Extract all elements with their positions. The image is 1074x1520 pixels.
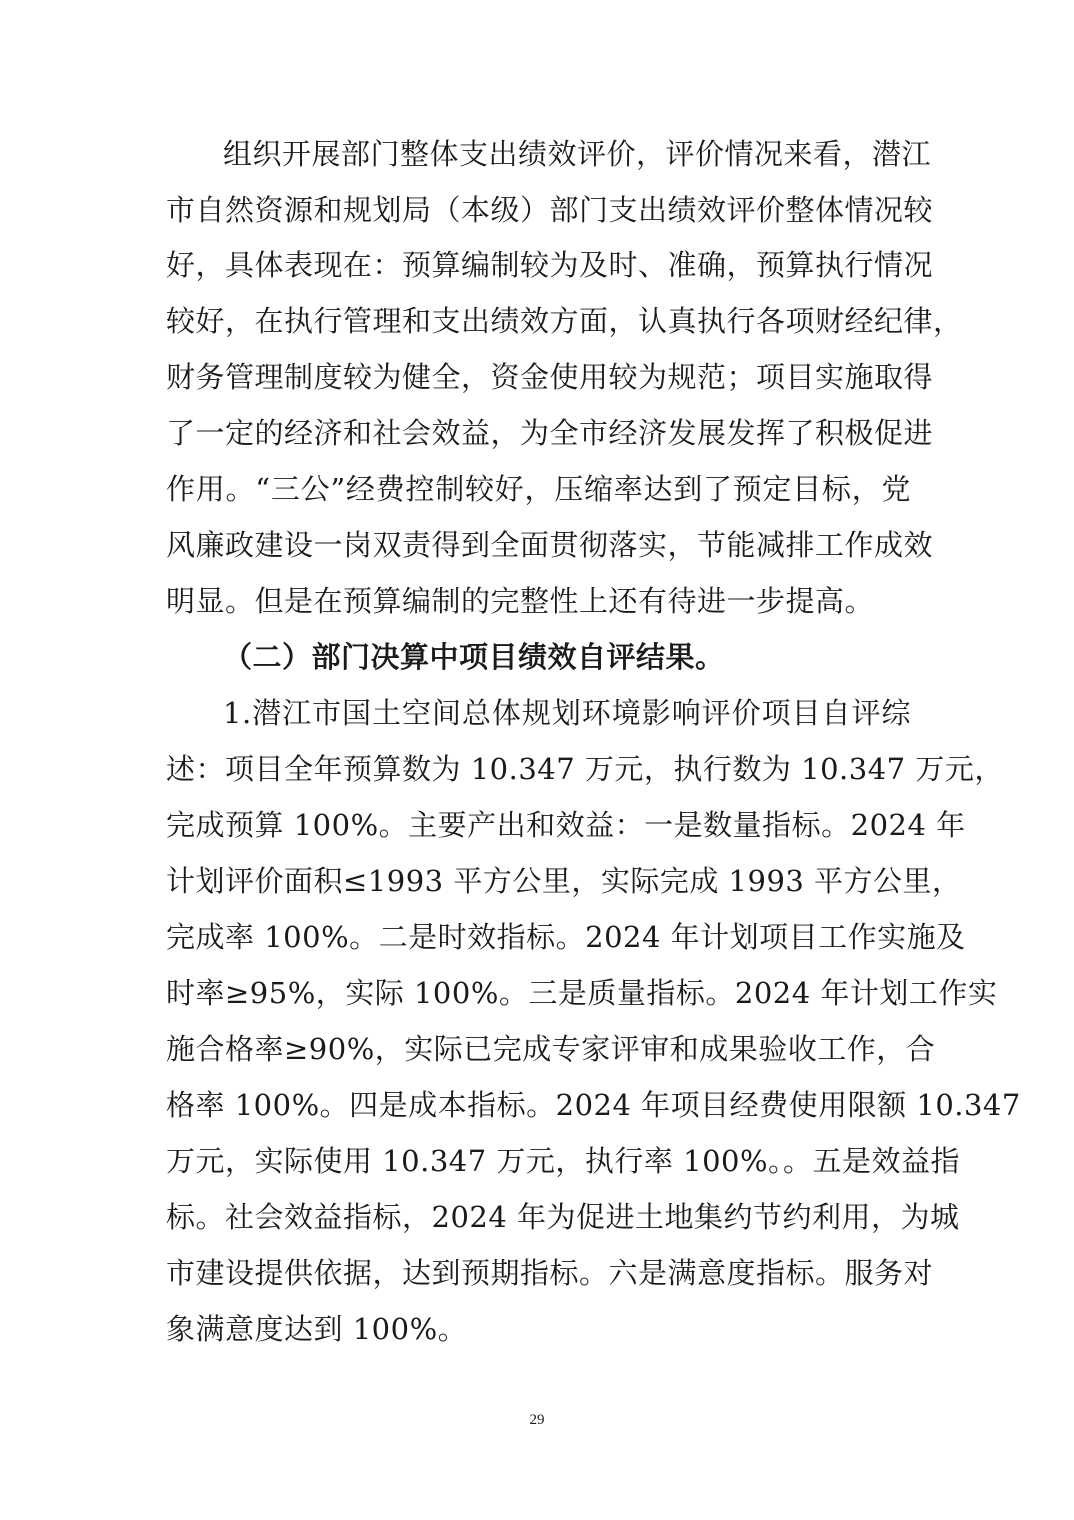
paragraph-line: 计划评价面积≤1993 平方公里，实际完成 1993 平方公里， [166, 864, 962, 898]
paragraph-line: 象满意度达到 100%。 [166, 1312, 468, 1346]
paragraph-line: 格率 100%。四是成本指标。2024 年项目经费使用限额 10.347 [166, 1088, 1021, 1122]
paragraph-line: 施合格率≥90%，实际已完成专家评审和成果验收工作，合 [166, 1032, 936, 1066]
paragraph-line: 好，具体表现在：预算编制较为及时、准确，预算执行情况 [166, 248, 934, 282]
paragraph-line: 标。社会效益指标，2024 年为促进土地集约节约利用，为城 [166, 1200, 960, 1234]
paragraph-line: 了一定的经济和社会效益，为全市经济发展发挥了积极促进 [166, 416, 934, 450]
paragraph-line: 风廉政建设一岗双责得到全面贯彻落实，节能减排工作成效 [166, 528, 934, 562]
paragraph-line: 组织开展部门整体支出绩效评价，评价情况来看，潜江 [223, 137, 932, 171]
paragraph-line: 市自然资源和规划局（本级）部门支出绩效评价整体情况较 [166, 193, 934, 227]
paragraph-line: 述：项目全年预算数为 10.347 万元，执行数为 10.347 万元， [166, 752, 1004, 786]
paragraph-line: 财务管理制度较为健全，资金使用较为规范；项目实施取得 [166, 360, 934, 394]
paragraph-line: 明显。但是在预算编制的完整性上还有待进一步提高。 [166, 584, 875, 618]
paragraph-line: 完成率 100%。二是时效指标。2024 年计划项目工作实施及 [166, 920, 966, 954]
paragraph-line: 1.潜江市国土空间总体规划环境影响评价项目自评综 [223, 696, 911, 730]
paragraph-line: 时率≥95%，实际 100%。三是质量指标。2024 年计划工作实 [166, 976, 998, 1010]
paragraph-line: 完成预算 100%。主要产出和效益：一是数量指标。2024 年 [166, 808, 966, 842]
paragraph-line: 较好，在执行管理和支出绩效方面，认真执行各项财经纪律， [166, 304, 963, 338]
paragraph-line: 作用。“三公”经费控制较好，压缩率达到了预定目标，党 [166, 472, 911, 506]
page-number: 29 [529, 1412, 545, 1428]
section-heading: （二）部门决算中项目绩效自评结果。 [223, 640, 725, 674]
paragraph-line: 万元，实际使用 10.347 万元，执行率 100%。。五是效益指 [166, 1144, 961, 1178]
paragraph-line: 市建设提供依据，达到预期指标。六是满意度指标。服务对 [166, 1256, 934, 1290]
